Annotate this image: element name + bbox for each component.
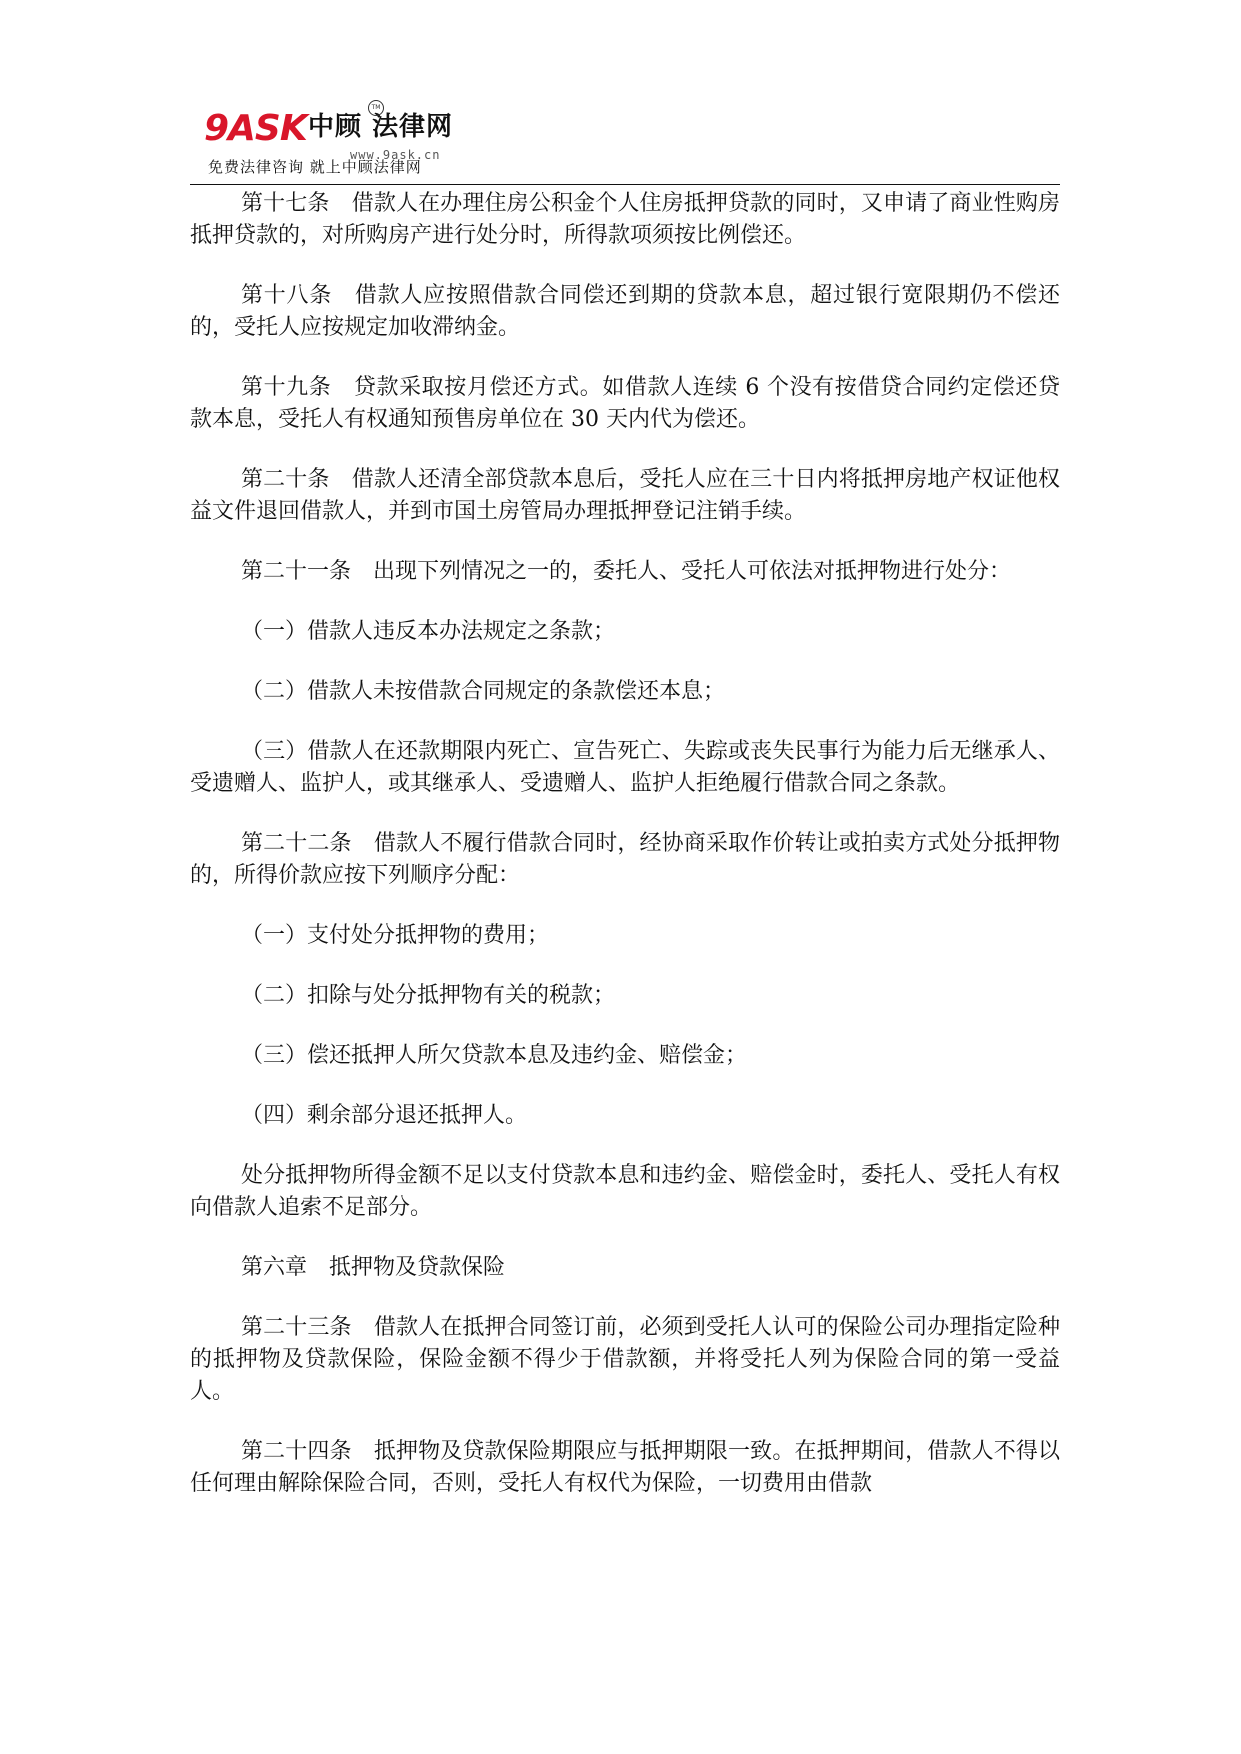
chapter-6-heading: 第六章 抵押物及贷款保险: [241, 1255, 506, 1280]
site-slogan: 免费法律咨询 就上中顾法律网: [208, 158, 422, 176]
article-21-item-3: （三）借款人在还款期限内死亡、宣告死亡、失踪或丧失民事行为能力后无继承人、受遗赠人、监护人，或其继承人、受遗赠人、监护人拒绝履行借款合同之条款。: [190, 739, 1060, 796]
article-17: 第十七条 借款人在办理住房公积金个人住房抵押贷款的同时，又申请了商业性购房抵押贷款的，对所购房产进行处分时，所得款项须按比例偿还。: [190, 191, 1060, 248]
article-18: 第十八条 借款人应按照借款合同偿还到期的贷款本息，超过银行宽限期仍不偿还的，受托人应按规定加收滞纳金。: [190, 283, 1060, 340]
logo-url: www.9ask.cn: [350, 148, 441, 162]
article-22-item-4: （四）剩余部分退还抵押人。: [241, 1103, 528, 1128]
article-22-note: 处分抵押物所得金额不足以支付贷款本息和违约金、赔偿金时，委托人、受托人有权向借款人追索不足部分。: [190, 1163, 1060, 1220]
article-19: 第十九条 贷款采取按月偿还方式。如借款人连续 6 个没有按借贷合同约定偿还贷款本息，受托人有权通知预售房单位在 30 天内代为偿还。: [190, 375, 1060, 432]
header-divider: [190, 184, 1060, 185]
article-24: 第二十四条 抵押物及贷款保险期限应与抵押期限一致。在抵押期间，借款人不得以任何理由解除保险合同，否则，受托人有权代为保险，一切费用由借款: [190, 1439, 1060, 1496]
article-22: 第二十二条 借款人不履行借款合同时，经协商采取作价转让或拍卖方式处分抵押物的，所得价款应按下列顺序分配：: [190, 831, 1060, 888]
logo-name: 中顾 法律网: [308, 112, 454, 142]
document-body: [190, 188, 1060, 1528]
article-21: 第二十一条 出现下列情况之一的，委托人、受托人可依法对抵押物进行处分：: [241, 559, 1012, 584]
trademark-icon: TM: [368, 100, 384, 116]
site-logo[interactable]: [204, 104, 454, 162]
page-header: [190, 92, 1060, 184]
logo-mark: 9ASK: [204, 108, 307, 149]
article-22-item-2: （二）扣除与处分抵押物有关的税款；: [241, 983, 616, 1008]
article-23: 第二十三条 借款人在抵押合同签订前，必须到受托人认可的保险公司办理指定险种的抵押物及贷款保险，保险金额不得少于借款额，并将受托人列为保险合同的第一受益人。: [190, 1315, 1060, 1404]
article-21-item-1: （一）借款人违反本办法规定之条款；: [241, 619, 616, 644]
article-22-item-1: （一）支付处分抵押物的费用；: [241, 923, 550, 948]
article-22-item-3: （三）偿还抵押人所欠贷款本息及违约金、赔偿金；: [241, 1043, 748, 1068]
article-20: 第二十条 借款人还清全部贷款本息后，受托人应在三十日内将抵押房地产权证他权益文件退回借款人，并到市国土房管局办理抵押登记注销手续。: [190, 467, 1060, 524]
article-21-item-2: （二）借款人未按借款合同规定的条款偿还本息；: [241, 679, 726, 704]
